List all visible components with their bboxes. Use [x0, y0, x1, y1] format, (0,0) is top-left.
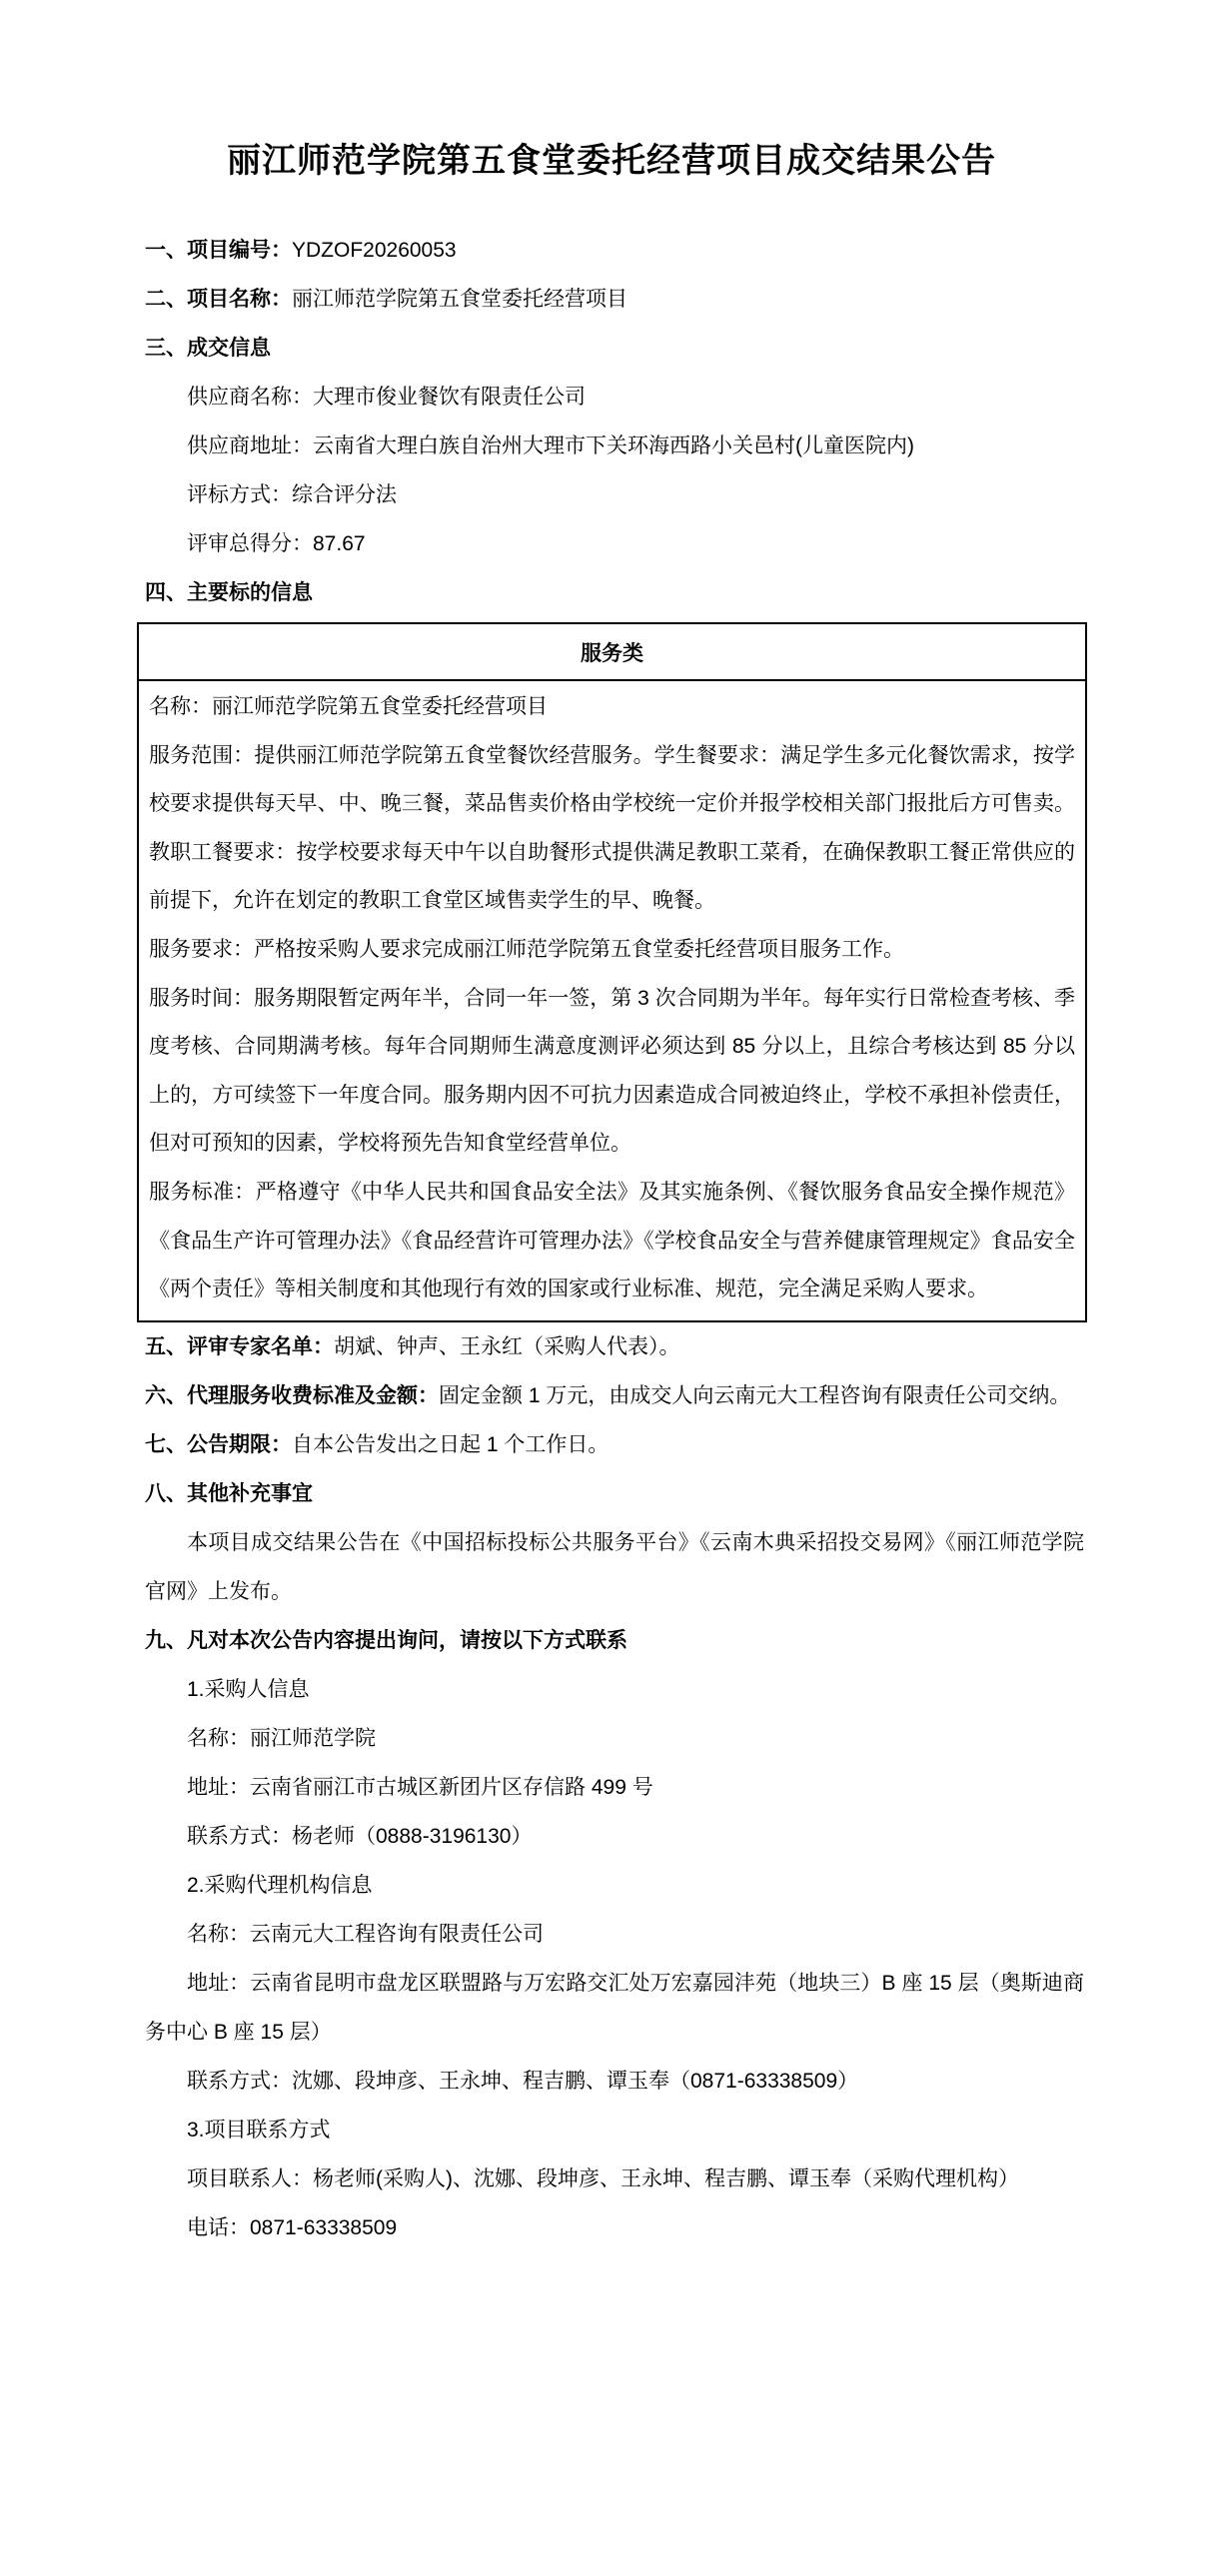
project-contact-persons: 项目联系人：杨老师(采购人)、沈娜、段坤彦、王永坤、程吉鹏、谭玉奉（采购代理机构） — [187, 2166, 1019, 2190]
purchaser-address: 地址：云南省丽江市古城区新团片区存信路 499 号 — [187, 1775, 653, 1799]
project-number-label: 一、项目编号： — [145, 239, 292, 262]
section-announcement-period — [145, 1420, 1084, 1469]
agency-contact: 联系方式：沈娜、段坤彦、王永坤、程吉鹏、谭玉奉（0871-63338509） — [187, 2069, 859, 2093]
announcement-period-value: 自本公告发出之日起 1 个工作日。 — [292, 1432, 610, 1456]
service-requirement-paragraph: 服务要求：严格按采购人要求完成丽江师范学院第五食堂委托经营项目服务工作。 — [149, 937, 904, 961]
expert-list-label: 五、评审专家名单： — [145, 1334, 334, 1358]
section-award-info-heading: 三、成交信息 — [145, 337, 271, 360]
section-agency-fee — [145, 1371, 1084, 1420]
section-other-matters-heading: 八、其他补充事宜 — [145, 1481, 313, 1505]
agency-fee-value: 固定金额 1 万元，由成交人向云南元大工程咨询有限责任公司交纳。 — [439, 1383, 1071, 1407]
subject-info-table — [137, 622, 1087, 1322]
table-header-service-category: 服务类 — [138, 623, 1086, 680]
project-name-label: 二、项目名称： — [145, 288, 292, 311]
announcement-body — [145, 226, 1084, 2252]
supplier-address: 供应商地址：云南省大理白族自治州大理市下关环海西路小关邑村(儿童医院内) — [187, 434, 914, 457]
evaluation-method: 评标方式：综合评分法 — [187, 483, 397, 506]
agency-fee-label: 六、代理服务收费标准及金额： — [145, 1383, 439, 1407]
agency-info-subheading: 2.采购代理机构信息 — [187, 1873, 373, 1897]
purchaser-contact: 联系方式：杨老师（0888-3196130） — [187, 1824, 533, 1848]
purchaser-name: 名称：丽江师范学院 — [187, 1726, 376, 1750]
project-contact-phone: 电话：0871-63338509 — [187, 2215, 398, 2239]
project-number-value: YDZOF20260053 — [292, 239, 457, 262]
evaluation-score: 评审总得分：87.67 — [187, 532, 366, 555]
project-name-value: 丽江师范学院第五食堂委托经营项目 — [292, 288, 627, 311]
announcement-period-label: 七、公告期限： — [145, 1432, 292, 1456]
table-content-row — [138, 680, 1086, 1321]
announcement-title: 丽江师范学院第五食堂委托经营项目成交结果公告 — [227, 142, 996, 180]
service-scope-paragraph: 服务范围：提供丽江师范学院第五食堂餐饮经营服务。学生餐要求：满足学生多元化餐饮需求，按学校要求提供每天早、中、晚三餐，菜品售卖价格由学校统一定价并报学校相关部门报批后方可售卖。教职工餐要求：按学校要求每天中午以自助餐形式提供满足教职工菜肴，在确保教职工餐正常供应的前提下，允许在划定的教职工食堂区域售卖学生的早、晚餐。 — [149, 743, 1075, 913]
service-standard-paragraph: 服务标准：严格遵守《中华人民共和国食品安全法》及其实施条例、《餐饮服务食品安全操作规范》《食品生产许可管理办法》《食品经营许可管理办法》《学校食品安全与营养健康管理规定》食品安全《两个责任》等相关制度和其他现行有效的国家或行业标准、规范，完全满足采购人要求。 — [149, 1180, 1075, 1301]
section-contact-heading: 九、凡对本次公告内容提出询问，请按以下方式联系 — [145, 1628, 627, 1652]
expert-list-value: 胡斌、钟声、王永红（采购人代表）。 — [334, 1334, 680, 1358]
section-project-number — [145, 226, 1084, 275]
other-matters-body: 本项目成交结果公告在《中国招标投标公共服务平台》《云南木典采招投交易网》《丽江师范学院官网》上发布。 — [145, 1530, 1084, 1603]
section-project-name — [145, 275, 1084, 324]
service-time-paragraph: 服务时间：服务期限暂定两年半，合同一年一签，第 3 次合同期为半年。每年实行日常检查考核、季度考核、合同期满考核。每年合同期师生满意度测评必须达到 85 分以上，且综合考核达到 85 分以上的，方可续签下一年度合同。服务期内因不可抗力因素造成合同被迫终止，学校不承担补偿责任，但对可预知的因素，学校将预先告知食堂经营单位。 — [149, 986, 1075, 1156]
agency-name: 名称：云南元大工程咨询有限责任公司 — [187, 1922, 544, 1946]
supplier-name: 供应商名称：大理市俊业餐饮有限责任公司 — [187, 386, 586, 409]
subject-name-paragraph: 名称：丽江师范学院第五食堂委托经营项目 — [149, 695, 548, 718]
section-subject-info-heading: 四、主要标的信息 — [145, 581, 313, 604]
agency-address: 地址：云南省昆明市盘龙区联盟路与万宏路交汇处万宏嘉园沣苑（地块三）B 座 15 层（奥斯迪商务中心 B 座 15 层） — [145, 1971, 1084, 2044]
section-expert-list — [145, 1322, 1084, 1371]
purchaser-info-subheading: 1.采购人信息 — [187, 1677, 310, 1701]
project-contact-subheading: 3.项目联系方式 — [187, 2118, 331, 2142]
table-header-row — [138, 623, 1086, 680]
table-content-cell — [138, 680, 1086, 1321]
